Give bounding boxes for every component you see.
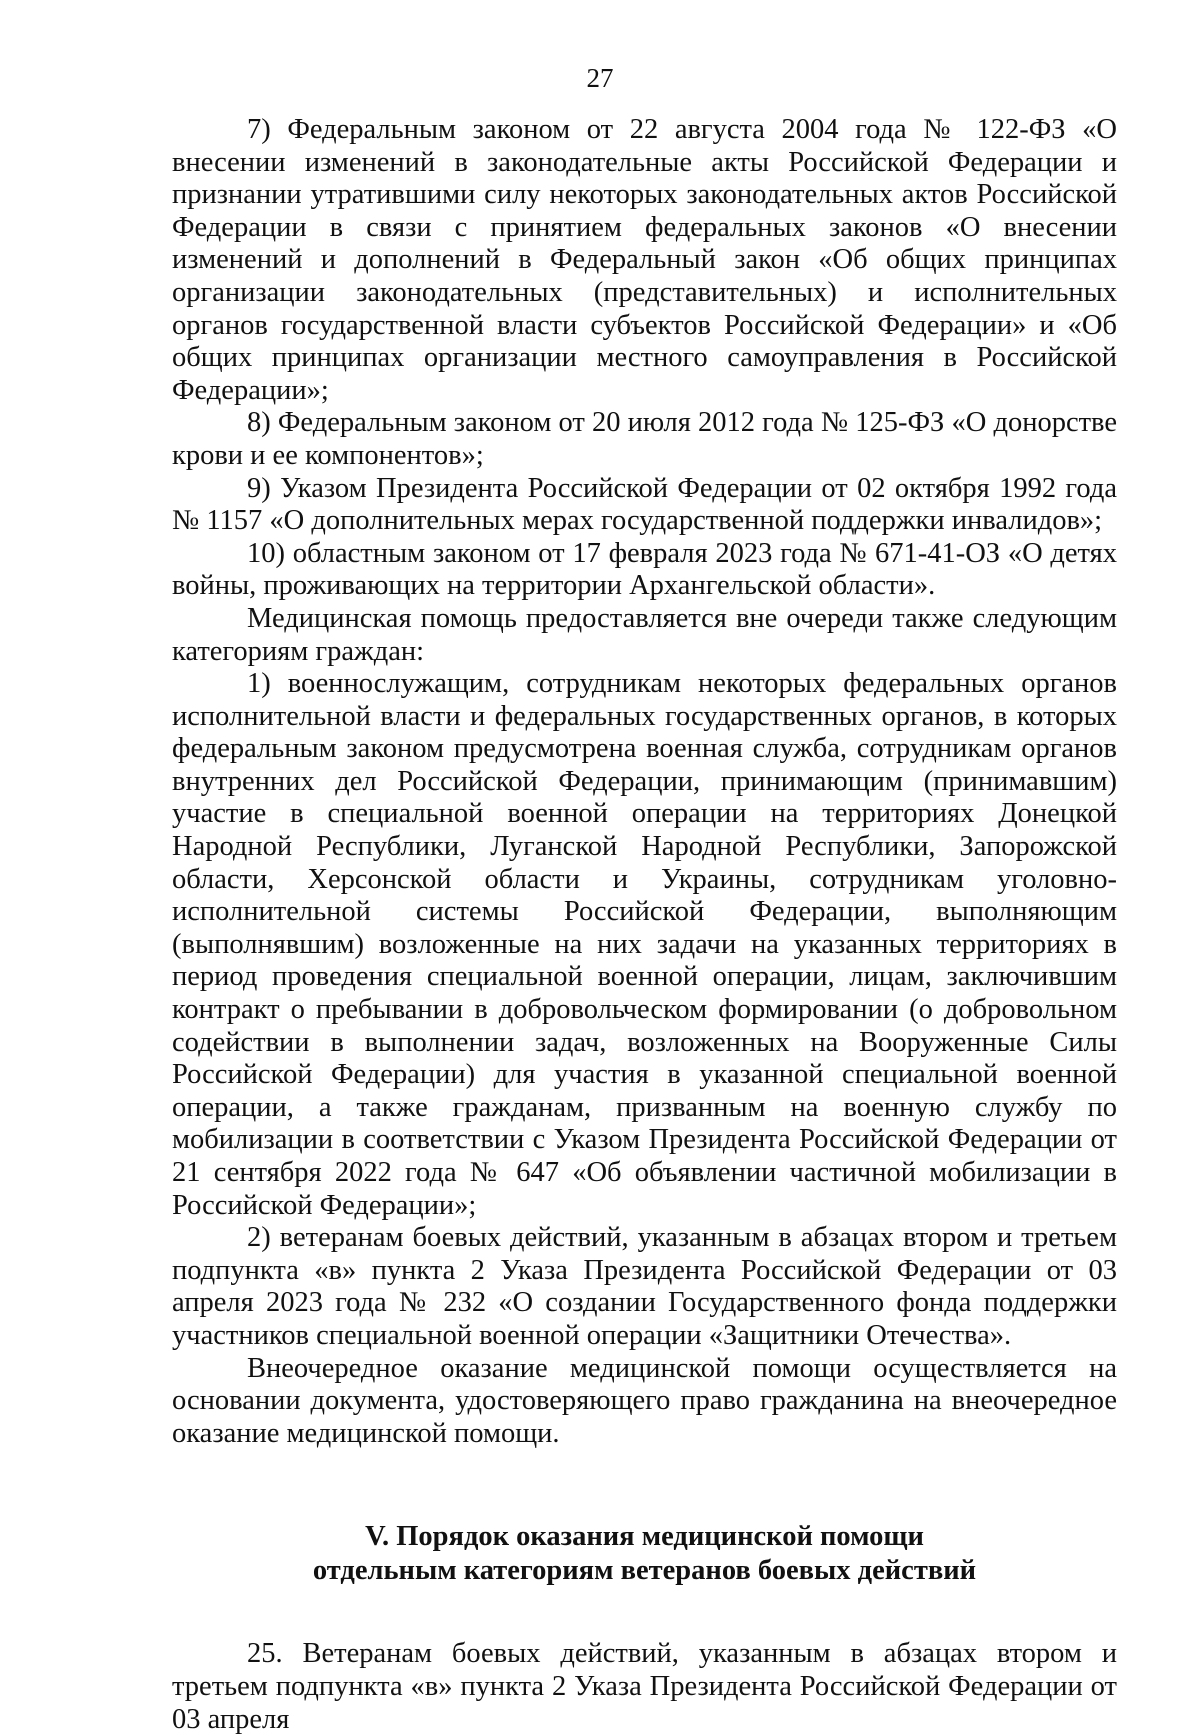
paragraph-document-basis: Внеочередное оказание медицинской помощи осуществляется на основании документа, удостоверяющего право гражданина на внеочередное оказание медицинской помощи. <box>172 1352 1117 1449</box>
section-heading-line-1: V. Порядок оказания медицинской помощи <box>365 1521 924 1553</box>
paragraph-item-25: 25. Ветеранам боевых действий, указанным в абзацах втором и третьем подпункта «в» пункта 2 Указа Президента Российской Федерации от 03 апреля <box>172 1638 1117 1735</box>
section-heading <box>172 1520 1117 1588</box>
section-heading-line-2: отдельным категориям ветеранов боевых действий <box>312 1555 977 1587</box>
paragraph-extraordinary-care-intro: Медицинская помощь предоставляется вне очереди также следующим категориям граждан: <box>172 602 1117 667</box>
paragraph-item-9: 9) Указом Президента Российской Федерации от 02 октября 1992 года № 1157 «О дополнительных мерах государственной поддержки инвалидов»; <box>172 472 1117 537</box>
paragraph-category-2: 2) ветеранам боевых действий, указанным в абзацах втором и третьем подпункта «в» пункта 2 Указа Президента Российской Федерации от 03 апреля 2023 года № 232 «О создании Государственного фонда поддержки участников специальной военной операции «Защитники Отечества». <box>172 1222 1117 1351</box>
document-body <box>172 114 1117 1736</box>
paragraph-item-10: 10) областным законом от 17 февраля 2023 года № 671-41-ОЗ «О детях войны, проживающих на территории Архангельской области». <box>172 537 1117 602</box>
paragraph-category-1: 1) военнослужащим, сотрудникам некоторых федеральных органов исполнительной власти и федеральных государственных органов, в которых федеральным законом предусмотрена военная служба, сотрудникам органов внутренних дел Российской Федерации, принимающим (принимавшим) участие в специальной военной операции на территориях Донецкой Народной Республики, Луганской Народной Республики, Запорожской области, Херсонской области и Украины, сотрудникам уголовно-исполнительной системы Российской Федерации, выполняющим (выполнявшим) возложенные на них задачи на указанных территориях в период проведения специальной военной операции, лицам, заключившим контракт о пребывании в добровольческом формировании (о добровольном содействии в выполнении задач, возложенных на Вооруженные Силы Российской Федерации) для участия в указанной специальной военной операции, а также гражданам, призванным на военную службу по мобилизации в соответствии с Указом Президента Российской Федерации от 21 сентября 2022 года № 647 «Об объявлении частичной мобилизации в Российской Федерации»; <box>172 668 1117 1221</box>
paragraph-item-8: 8) Федеральным законом от 20 июля 2012 года № 125-ФЗ «О донорстве крови и ее компонентов»; <box>172 407 1117 471</box>
paragraph-item-7: 7) Федеральным законом от 22 августа 2004 года № 122-ФЗ «О внесении изменений в законодательные акты Российской Федерации и признании утратившими силу некоторых законодательных актов Российской Федерации в связи с принятием федеральных законов «О внесении изменений и дополнений в Федеральный закон «Об общих принципах организации законодательных (представительных) и исполнительных органов государственной власти субъектов Российской Федерации» и «Об общих принципах организации местного самоуправления в Российской Федерации»; <box>172 114 1117 406</box>
page-number: 27 <box>586 63 614 93</box>
